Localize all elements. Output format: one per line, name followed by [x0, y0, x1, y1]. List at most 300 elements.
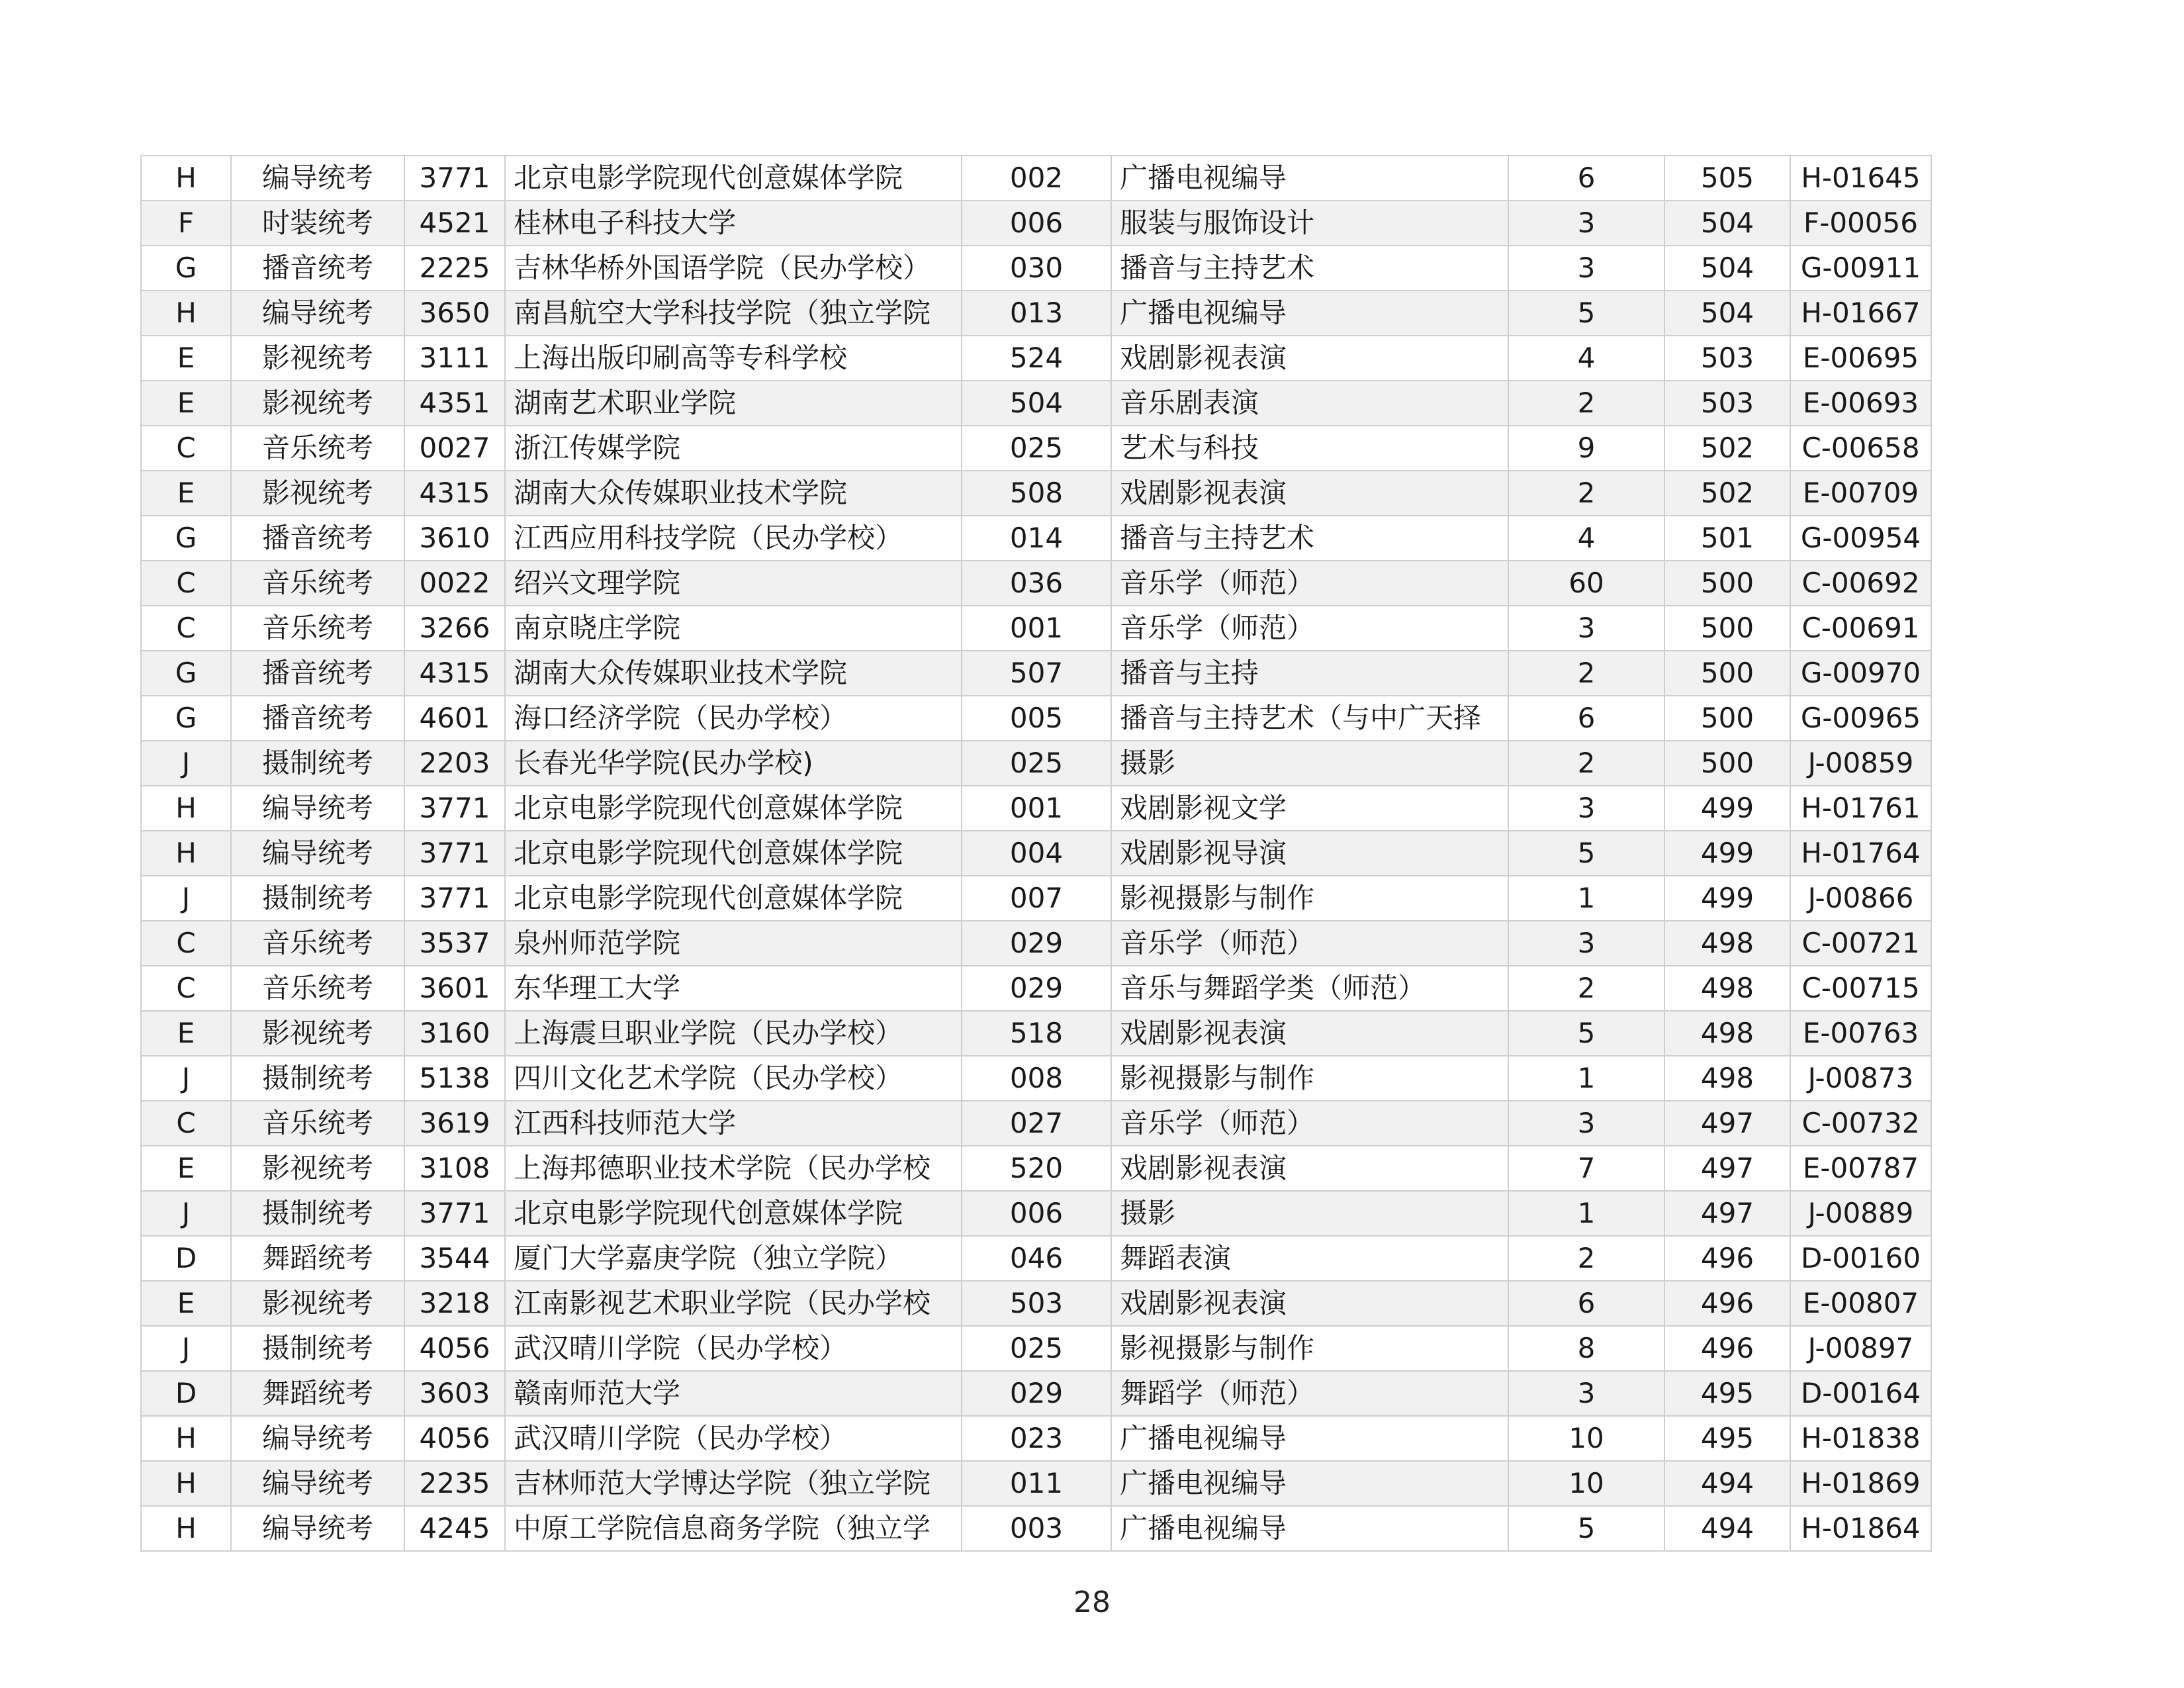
table-row	[141, 651, 1931, 696]
cell-school-name: 武汉晴川学院（民办学校）	[505, 1326, 962, 1371]
table-row	[141, 381, 1931, 426]
cell-plan-count: 5	[1508, 1011, 1664, 1056]
cell-major-name: 艺术与科技	[1111, 426, 1508, 471]
cell-major-name: 广播电视编导	[1111, 1506, 1508, 1551]
cell-school-code: 3650	[404, 291, 505, 336]
cell-major-name: 音乐学（师范）	[1111, 561, 1508, 606]
cell-major-name: 服装与服饰设计	[1111, 201, 1508, 246]
table-row	[141, 1146, 1931, 1191]
cell-rank-id: E-00709	[1790, 471, 1931, 516]
cell-exam-type: 编导统考	[231, 1416, 404, 1461]
table-row	[141, 516, 1931, 561]
cell-category-code: J	[141, 1326, 231, 1371]
cell-score: 502	[1664, 471, 1790, 516]
cell-school-name: 泉州师范学院	[505, 921, 962, 966]
table-row	[141, 1326, 1931, 1371]
cell-major-name: 戏剧影视表演	[1111, 1281, 1508, 1326]
table-row	[141, 1191, 1931, 1236]
cell-category-code: C	[141, 426, 231, 471]
cell-category-code: H	[141, 1506, 231, 1551]
cell-score: 498	[1664, 966, 1790, 1011]
cell-rank-id: D-00160	[1790, 1236, 1931, 1281]
admission-table	[140, 155, 1932, 1552]
cell-school-code: 0027	[404, 426, 505, 471]
cell-major-code: 503	[962, 1281, 1111, 1326]
cell-plan-count: 2	[1508, 651, 1664, 696]
cell-school-name: 绍兴文理学院	[505, 561, 962, 606]
cell-rank-id: G-00965	[1790, 696, 1931, 741]
cell-major-name: 音乐学（师范）	[1111, 606, 1508, 651]
cell-school-name: 赣南师范大学	[505, 1371, 962, 1416]
cell-school-code: 3160	[404, 1011, 505, 1056]
cell-major-name: 音乐剧表演	[1111, 381, 1508, 426]
cell-category-code: H	[141, 786, 231, 831]
cell-score: 500	[1664, 696, 1790, 741]
cell-category-code: H	[141, 156, 231, 201]
table-row	[141, 696, 1931, 741]
cell-school-name: 上海震旦职业学院（民办学校）	[505, 1011, 962, 1056]
cell-category-code: C	[141, 1101, 231, 1146]
page-number: 28	[1073, 1585, 1111, 1619]
cell-major-name: 戏剧影视表演	[1111, 1011, 1508, 1056]
table-row	[141, 1011, 1931, 1056]
cell-major-code: 002	[962, 156, 1111, 201]
cell-school-code: 2225	[404, 246, 505, 291]
cell-score: 497	[1664, 1146, 1790, 1191]
cell-rank-id: G-00954	[1790, 516, 1931, 561]
cell-score: 500	[1664, 651, 1790, 696]
cell-exam-type: 舞蹈统考	[231, 1236, 404, 1281]
cell-school-name: 湖南大众传媒职业技术学院	[505, 651, 962, 696]
cell-school-code: 3537	[404, 921, 505, 966]
cell-exam-type: 编导统考	[231, 291, 404, 336]
cell-school-name: 南昌航空大学科技学院（独立学院	[505, 291, 962, 336]
cell-score: 500	[1664, 741, 1790, 786]
cell-exam-type: 摄制统考	[231, 1056, 404, 1101]
cell-plan-count: 6	[1508, 1281, 1664, 1326]
cell-score: 505	[1664, 156, 1790, 201]
cell-major-name: 音乐学（师范）	[1111, 921, 1508, 966]
cell-rank-id: J-00866	[1790, 876, 1931, 921]
cell-plan-count: 3	[1508, 1101, 1664, 1146]
cell-school-code: 3544	[404, 1236, 505, 1281]
cell-category-code: E	[141, 381, 231, 426]
cell-school-code: 3111	[404, 336, 505, 381]
cell-category-code: G	[141, 651, 231, 696]
cell-school-code: 4351	[404, 381, 505, 426]
cell-rank-id: H-01764	[1790, 831, 1931, 876]
cell-major-code: 004	[962, 831, 1111, 876]
cell-category-code: H	[141, 1416, 231, 1461]
cell-school-code: 3771	[404, 786, 505, 831]
cell-category-code: C	[141, 606, 231, 651]
cell-score: 496	[1664, 1236, 1790, 1281]
cell-category-code: C	[141, 921, 231, 966]
cell-exam-type: 影视统考	[231, 381, 404, 426]
cell-rank-id: C-00691	[1790, 606, 1931, 651]
cell-major-code: 524	[962, 336, 1111, 381]
cell-major-name: 摄影	[1111, 741, 1508, 786]
cell-exam-type: 编导统考	[231, 831, 404, 876]
cell-plan-count: 1	[1508, 876, 1664, 921]
cell-school-name: 江西科技师范大学	[505, 1101, 962, 1146]
cell-exam-type: 音乐统考	[231, 561, 404, 606]
cell-major-name: 戏剧影视文学	[1111, 786, 1508, 831]
cell-major-name: 摄影	[1111, 1191, 1508, 1236]
cell-score: 494	[1664, 1461, 1790, 1506]
cell-major-code: 029	[962, 966, 1111, 1011]
cell-exam-type: 音乐统考	[231, 606, 404, 651]
cell-school-name: 长春光华学院(民办学校)	[505, 741, 962, 786]
cell-exam-type: 摄制统考	[231, 741, 404, 786]
cell-category-code: E	[141, 1011, 231, 1056]
table-row	[141, 1056, 1931, 1101]
cell-category-code: D	[141, 1236, 231, 1281]
cell-category-code: E	[141, 336, 231, 381]
cell-plan-count: 5	[1508, 291, 1664, 336]
cell-rank-id: H-01645	[1790, 156, 1931, 201]
cell-major-name: 广播电视编导	[1111, 1416, 1508, 1461]
cell-plan-count: 6	[1508, 156, 1664, 201]
table-row	[141, 786, 1931, 831]
cell-exam-type: 音乐统考	[231, 921, 404, 966]
cell-score: 495	[1664, 1371, 1790, 1416]
cell-category-code: J	[141, 741, 231, 786]
cell-major-code: 036	[962, 561, 1111, 606]
table-row	[141, 1371, 1931, 1416]
cell-exam-type: 影视统考	[231, 1011, 404, 1056]
cell-plan-count: 3	[1508, 1371, 1664, 1416]
cell-major-code: 001	[962, 606, 1111, 651]
cell-school-code: 3771	[404, 876, 505, 921]
cell-rank-id: F-00056	[1790, 201, 1931, 246]
cell-rank-id: D-00164	[1790, 1371, 1931, 1416]
cell-major-code: 025	[962, 741, 1111, 786]
cell-plan-count: 3	[1508, 606, 1664, 651]
cell-rank-id: E-00787	[1790, 1146, 1931, 1191]
table-row	[141, 1461, 1931, 1506]
cell-rank-id: E-00763	[1790, 1011, 1931, 1056]
cell-major-name: 音乐学（师范）	[1111, 1101, 1508, 1146]
cell-score: 496	[1664, 1326, 1790, 1371]
cell-plan-count: 4	[1508, 516, 1664, 561]
cell-school-code: 3771	[404, 1191, 505, 1236]
cell-score: 504	[1664, 201, 1790, 246]
cell-major-code: 013	[962, 291, 1111, 336]
cell-major-name: 影视摄影与制作	[1111, 1056, 1508, 1101]
cell-score: 498	[1664, 1011, 1790, 1056]
cell-school-code: 0022	[404, 561, 505, 606]
table-row	[141, 561, 1931, 606]
cell-major-name: 影视摄影与制作	[1111, 876, 1508, 921]
cell-school-code: 2235	[404, 1461, 505, 1506]
cell-school-name: 吉林华桥外国语学院（民办学校）	[505, 246, 962, 291]
cell-category-code: H	[141, 291, 231, 336]
cell-rank-id: H-01864	[1790, 1506, 1931, 1551]
cell-exam-type: 编导统考	[231, 786, 404, 831]
table-row	[141, 471, 1931, 516]
cell-rank-id: J-00889	[1790, 1191, 1931, 1236]
cell-plan-count: 3	[1508, 921, 1664, 966]
cell-major-name: 戏剧影视表演	[1111, 336, 1508, 381]
cell-major-name: 广播电视编导	[1111, 1461, 1508, 1506]
cell-major-code: 025	[962, 426, 1111, 471]
cell-major-code: 008	[962, 1056, 1111, 1101]
cell-school-code: 5138	[404, 1056, 505, 1101]
cell-exam-type: 音乐统考	[231, 1101, 404, 1146]
table-row	[141, 1416, 1931, 1461]
cell-school-name: 南京晓庄学院	[505, 606, 962, 651]
cell-school-name: 湖南大众传媒职业技术学院	[505, 471, 962, 516]
cell-major-name: 舞蹈表演	[1111, 1236, 1508, 1281]
cell-school-code: 3603	[404, 1371, 505, 1416]
cell-major-code: 046	[962, 1236, 1111, 1281]
cell-major-name: 广播电视编导	[1111, 156, 1508, 201]
cell-major-name: 播音与主持艺术	[1111, 246, 1508, 291]
cell-major-name: 舞蹈学（师范）	[1111, 1371, 1508, 1416]
cell-plan-count: 3	[1508, 246, 1664, 291]
cell-rank-id: C-00658	[1790, 426, 1931, 471]
cell-exam-type: 音乐统考	[231, 426, 404, 471]
cell-plan-count: 2	[1508, 381, 1664, 426]
cell-school-name: 桂林电子科技大学	[505, 201, 962, 246]
cell-school-name: 北京电影学院现代创意媒体学院	[505, 786, 962, 831]
cell-score: 494	[1664, 1506, 1790, 1551]
cell-category-code: E	[141, 1146, 231, 1191]
cell-score: 499	[1664, 876, 1790, 921]
cell-category-code: J	[141, 876, 231, 921]
table-row	[141, 831, 1931, 876]
cell-exam-type: 时装统考	[231, 201, 404, 246]
cell-exam-type: 影视统考	[231, 1281, 404, 1326]
cell-major-code: 029	[962, 1371, 1111, 1416]
cell-exam-type: 摄制统考	[231, 1191, 404, 1236]
cell-score: 502	[1664, 426, 1790, 471]
cell-school-name: 厦门大学嘉庚学院（独立学院）	[505, 1236, 962, 1281]
cell-school-name: 北京电影学院现代创意媒体学院	[505, 156, 962, 201]
cell-school-code: 3619	[404, 1101, 505, 1146]
cell-plan-count: 5	[1508, 1506, 1664, 1551]
cell-school-code: 2203	[404, 741, 505, 786]
cell-rank-id: J-00859	[1790, 741, 1931, 786]
cell-plan-count: 2	[1508, 1236, 1664, 1281]
cell-school-code: 4056	[404, 1326, 505, 1371]
cell-major-name: 播音与主持艺术	[1111, 516, 1508, 561]
cell-major-code: 518	[962, 1011, 1111, 1056]
cell-major-code: 507	[962, 651, 1111, 696]
table-row	[141, 921, 1931, 966]
cell-plan-count: 2	[1508, 471, 1664, 516]
cell-score: 498	[1664, 921, 1790, 966]
cell-score: 500	[1664, 561, 1790, 606]
cell-category-code: H	[141, 1461, 231, 1506]
cell-plan-count: 8	[1508, 1326, 1664, 1371]
cell-exam-type: 舞蹈统考	[231, 1371, 404, 1416]
cell-category-code: F	[141, 201, 231, 246]
cell-school-code: 4315	[404, 471, 505, 516]
cell-category-code: D	[141, 1371, 231, 1416]
cell-score: 498	[1664, 1056, 1790, 1101]
cell-major-code: 006	[962, 1191, 1111, 1236]
cell-school-name: 江西应用科技学院（民办学校）	[505, 516, 962, 561]
cell-score: 504	[1664, 246, 1790, 291]
cell-major-name: 戏剧影视表演	[1111, 471, 1508, 516]
cell-major-name: 广播电视编导	[1111, 291, 1508, 336]
cell-score: 496	[1664, 1281, 1790, 1326]
cell-plan-count: 10	[1508, 1416, 1664, 1461]
cell-rank-id: G-00970	[1790, 651, 1931, 696]
cell-rank-id: H-01667	[1790, 291, 1931, 336]
cell-rank-id: C-00732	[1790, 1101, 1931, 1146]
cell-school-name: 上海邦德职业技术学院（民办学校	[505, 1146, 962, 1191]
table-row	[141, 876, 1931, 921]
cell-school-name: 浙江传媒学院	[505, 426, 962, 471]
table-row	[141, 426, 1931, 471]
cell-school-name: 四川文化艺术学院（民办学校）	[505, 1056, 962, 1101]
cell-plan-count: 10	[1508, 1461, 1664, 1506]
cell-major-code: 030	[962, 246, 1111, 291]
cell-major-code: 011	[962, 1461, 1111, 1506]
cell-score: 503	[1664, 381, 1790, 426]
cell-plan-count: 2	[1508, 741, 1664, 786]
cell-major-code: 504	[962, 381, 1111, 426]
cell-school-code: 4056	[404, 1416, 505, 1461]
cell-exam-type: 播音统考	[231, 696, 404, 741]
table-row	[141, 966, 1931, 1011]
table-row	[141, 201, 1931, 246]
cell-major-code: 006	[962, 201, 1111, 246]
cell-category-code: E	[141, 471, 231, 516]
cell-rank-id: H-01761	[1790, 786, 1931, 831]
cell-exam-type: 编导统考	[231, 1506, 404, 1551]
cell-major-code: 027	[962, 1101, 1111, 1146]
cell-plan-count: 3	[1508, 786, 1664, 831]
cell-plan-count: 60	[1508, 561, 1664, 606]
cell-school-name: 北京电影学院现代创意媒体学院	[505, 1191, 962, 1236]
cell-rank-id: E-00693	[1790, 381, 1931, 426]
cell-school-code: 4521	[404, 201, 505, 246]
cell-score: 503	[1664, 336, 1790, 381]
cell-exam-type: 影视统考	[231, 336, 404, 381]
cell-category-code: J	[141, 1056, 231, 1101]
table-row	[141, 336, 1931, 381]
cell-category-code: H	[141, 831, 231, 876]
cell-rank-id: C-00692	[1790, 561, 1931, 606]
cell-major-code: 003	[962, 1506, 1111, 1551]
cell-category-code: J	[141, 1191, 231, 1236]
cell-school-code: 4315	[404, 651, 505, 696]
cell-major-code: 001	[962, 786, 1111, 831]
cell-school-name: 湖南艺术职业学院	[505, 381, 962, 426]
cell-school-code: 3610	[404, 516, 505, 561]
cell-rank-id: C-00721	[1790, 921, 1931, 966]
cell-plan-count: 2	[1508, 966, 1664, 1011]
cell-exam-type: 摄制统考	[231, 1326, 404, 1371]
cell-exam-type: 摄制统考	[231, 876, 404, 921]
cell-rank-id: E-00807	[1790, 1281, 1931, 1326]
table-row	[141, 246, 1931, 291]
cell-major-code: 014	[962, 516, 1111, 561]
cell-rank-id: G-00911	[1790, 246, 1931, 291]
table-row	[141, 1236, 1931, 1281]
cell-school-name: 中原工学院信息商务学院（独立学	[505, 1506, 962, 1551]
cell-exam-type: 音乐统考	[231, 966, 404, 1011]
cell-school-name: 上海出版印刷高等专科学校	[505, 336, 962, 381]
cell-school-code: 3601	[404, 966, 505, 1011]
cell-plan-count: 4	[1508, 336, 1664, 381]
cell-exam-type: 播音统考	[231, 516, 404, 561]
cell-plan-count: 7	[1508, 1146, 1664, 1191]
cell-plan-count: 5	[1508, 831, 1664, 876]
cell-major-code: 023	[962, 1416, 1111, 1461]
cell-school-code: 4245	[404, 1506, 505, 1551]
cell-category-code: G	[141, 246, 231, 291]
cell-school-name: 北京电影学院现代创意媒体学院	[505, 831, 962, 876]
cell-major-code: 520	[962, 1146, 1111, 1191]
cell-exam-type: 播音统考	[231, 651, 404, 696]
cell-score: 499	[1664, 831, 1790, 876]
cell-school-name: 东华理工大学	[505, 966, 962, 1011]
cell-plan-count: 9	[1508, 426, 1664, 471]
cell-major-code: 029	[962, 921, 1111, 966]
cell-exam-type: 影视统考	[231, 471, 404, 516]
cell-school-name: 北京电影学院现代创意媒体学院	[505, 876, 962, 921]
table-row	[141, 1506, 1931, 1551]
cell-plan-count: 3	[1508, 201, 1664, 246]
table-row	[141, 1101, 1931, 1146]
cell-major-code: 508	[962, 471, 1111, 516]
cell-major-name: 播音与主持艺术（与中广天择	[1111, 696, 1508, 741]
cell-category-code: C	[141, 966, 231, 1011]
cell-major-name: 戏剧影视导演	[1111, 831, 1508, 876]
cell-exam-type: 编导统考	[231, 1461, 404, 1506]
cell-major-name: 音乐与舞蹈学类（师范）	[1111, 966, 1508, 1011]
cell-plan-count: 1	[1508, 1056, 1664, 1101]
cell-school-name: 海口经济学院（民办学校）	[505, 696, 962, 741]
cell-major-name: 影视摄影与制作	[1111, 1326, 1508, 1371]
cell-school-code: 3218	[404, 1281, 505, 1326]
cell-major-code: 025	[962, 1326, 1111, 1371]
table-row	[141, 156, 1931, 201]
cell-score: 495	[1664, 1416, 1790, 1461]
cell-plan-count: 6	[1508, 696, 1664, 741]
cell-rank-id: H-01869	[1790, 1461, 1931, 1506]
cell-exam-type: 影视统考	[231, 1146, 404, 1191]
cell-school-name: 武汉晴川学院（民办学校）	[505, 1416, 962, 1461]
cell-rank-id: H-01838	[1790, 1416, 1931, 1461]
cell-school-code: 3108	[404, 1146, 505, 1191]
cell-category-code: C	[141, 561, 231, 606]
cell-major-name: 戏剧影视表演	[1111, 1146, 1508, 1191]
cell-score: 497	[1664, 1101, 1790, 1146]
cell-score: 504	[1664, 291, 1790, 336]
cell-category-code: G	[141, 696, 231, 741]
table-row	[141, 291, 1931, 336]
cell-school-code: 3771	[404, 831, 505, 876]
cell-exam-type: 编导统考	[231, 156, 404, 201]
cell-score: 499	[1664, 786, 1790, 831]
cell-school-code: 3771	[404, 156, 505, 201]
table-row	[141, 606, 1931, 651]
cell-school-name: 江南影视艺术职业学院（民办学校	[505, 1281, 962, 1326]
cell-rank-id: J-00897	[1790, 1326, 1931, 1371]
cell-score: 500	[1664, 606, 1790, 651]
cell-rank-id: J-00873	[1790, 1056, 1931, 1101]
cell-school-code: 3266	[404, 606, 505, 651]
cell-rank-id: E-00695	[1790, 336, 1931, 381]
cell-school-code: 4601	[404, 696, 505, 741]
cell-major-code: 005	[962, 696, 1111, 741]
